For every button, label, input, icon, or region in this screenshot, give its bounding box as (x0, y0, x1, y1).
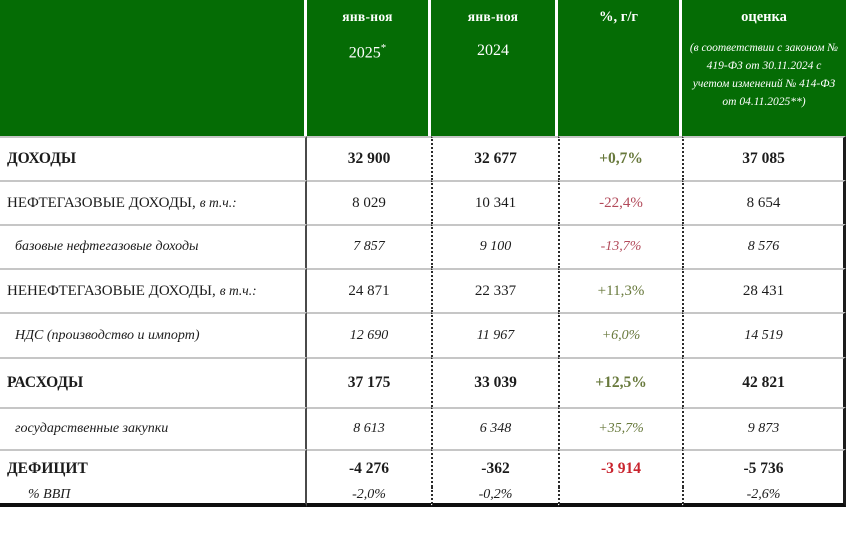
year-label-2024: 2024 (477, 42, 509, 59)
value-yoy: +35,7% (558, 407, 682, 449)
row-label: ДЕФИЦИТ (0, 449, 307, 487)
row-label: государственные закупки (0, 407, 307, 449)
value-2025: 8 029 (307, 180, 431, 224)
column-header-labels (0, 0, 307, 136)
estimate-law-note: (в соответствии с законом № 419-ФЗ от 30.11.2024 с учетом изменений № 414-ФЗ от 04.11.2025**) (689, 42, 839, 108)
value-2024: -0,2% (431, 487, 558, 507)
value-estimate: 28 431 (682, 268, 846, 312)
table-row-nonoilgas-revenues (0, 268, 846, 312)
value-2025: 7 857 (307, 224, 431, 268)
value-yoy: -13,7% (558, 224, 682, 268)
value-2025: 24 871 (307, 268, 431, 312)
column-header-estimate (682, 0, 846, 136)
value-2024: 9 100 (431, 224, 558, 268)
row-label: НЕНЕФТЕГАЗОВЫЕ ДОХОДЫ, в т.ч.: (0, 268, 307, 312)
value-2024: 22 337 (431, 268, 558, 312)
value-2024: 33 039 (431, 357, 558, 407)
value-yoy: +0,7% (558, 136, 682, 180)
table-row-deficit (0, 449, 846, 487)
table-row-vat (0, 312, 846, 357)
value-2024: 6 348 (431, 407, 558, 449)
value-estimate: 8 576 (682, 224, 846, 268)
table-row-revenues (0, 136, 846, 180)
table-row-state-procurement (0, 407, 846, 449)
period-label-2025: янв-ноя (342, 9, 393, 24)
table-row-pct-gdp (0, 487, 846, 507)
value-estimate: 9 873 (682, 407, 846, 449)
value-2024: 32 677 (431, 136, 558, 180)
value-2024: 11 967 (431, 312, 558, 357)
value-estimate: 37 085 (682, 136, 846, 180)
value-2024: 10 341 (431, 180, 558, 224)
value-2025: -4 276 (307, 449, 431, 487)
table-header-row (0, 0, 846, 136)
column-header-2024 (431, 0, 558, 136)
row-label: НДС (производство и импорт) (0, 312, 307, 357)
row-label: базовые нефтегазовые доходы (0, 224, 307, 268)
yoy-label: %, г/г (599, 9, 638, 25)
value-yoy: -22,4% (558, 180, 682, 224)
value-2025: -2,0% (307, 487, 431, 507)
period-label-2024: янв-ноя (467, 9, 519, 24)
value-2025: 12 690 (307, 312, 431, 357)
value-2024: -362 (431, 449, 558, 487)
value-yoy: +12,5% (558, 357, 682, 407)
value-estimate: 42 821 (682, 357, 846, 407)
row-label: % ВВП (0, 487, 307, 507)
value-yoy: +11,3% (558, 268, 682, 312)
column-header-2025 (307, 0, 431, 136)
estimate-label: оценка (741, 9, 787, 25)
footnote-asterisk: * (380, 42, 387, 54)
value-yoy: -3 914 (558, 449, 682, 487)
table-row-oilgas-revenues (0, 180, 846, 224)
value-estimate: 8 654 (682, 180, 846, 224)
table-row-base-oilgas (0, 224, 846, 268)
row-label: НЕФТЕГАЗОВЫЕ ДОХОДЫ, в т.ч.: (0, 180, 307, 224)
value-yoy (558, 487, 682, 507)
value-estimate: -2,6% (682, 487, 846, 507)
year-label-2025: 2025* (348, 42, 387, 62)
value-2025: 8 613 (307, 407, 431, 449)
row-label: ДОХОДЫ (0, 136, 307, 180)
column-header-yoy (558, 0, 682, 136)
value-2025: 37 175 (307, 357, 431, 407)
row-label: РАСХОДЫ (0, 357, 307, 407)
table-row-expenditures (0, 357, 846, 407)
value-estimate: 14 519 (682, 312, 846, 357)
value-2025: 32 900 (307, 136, 431, 180)
value-estimate: -5 736 (682, 449, 846, 487)
value-yoy: +6,0% (558, 312, 682, 357)
